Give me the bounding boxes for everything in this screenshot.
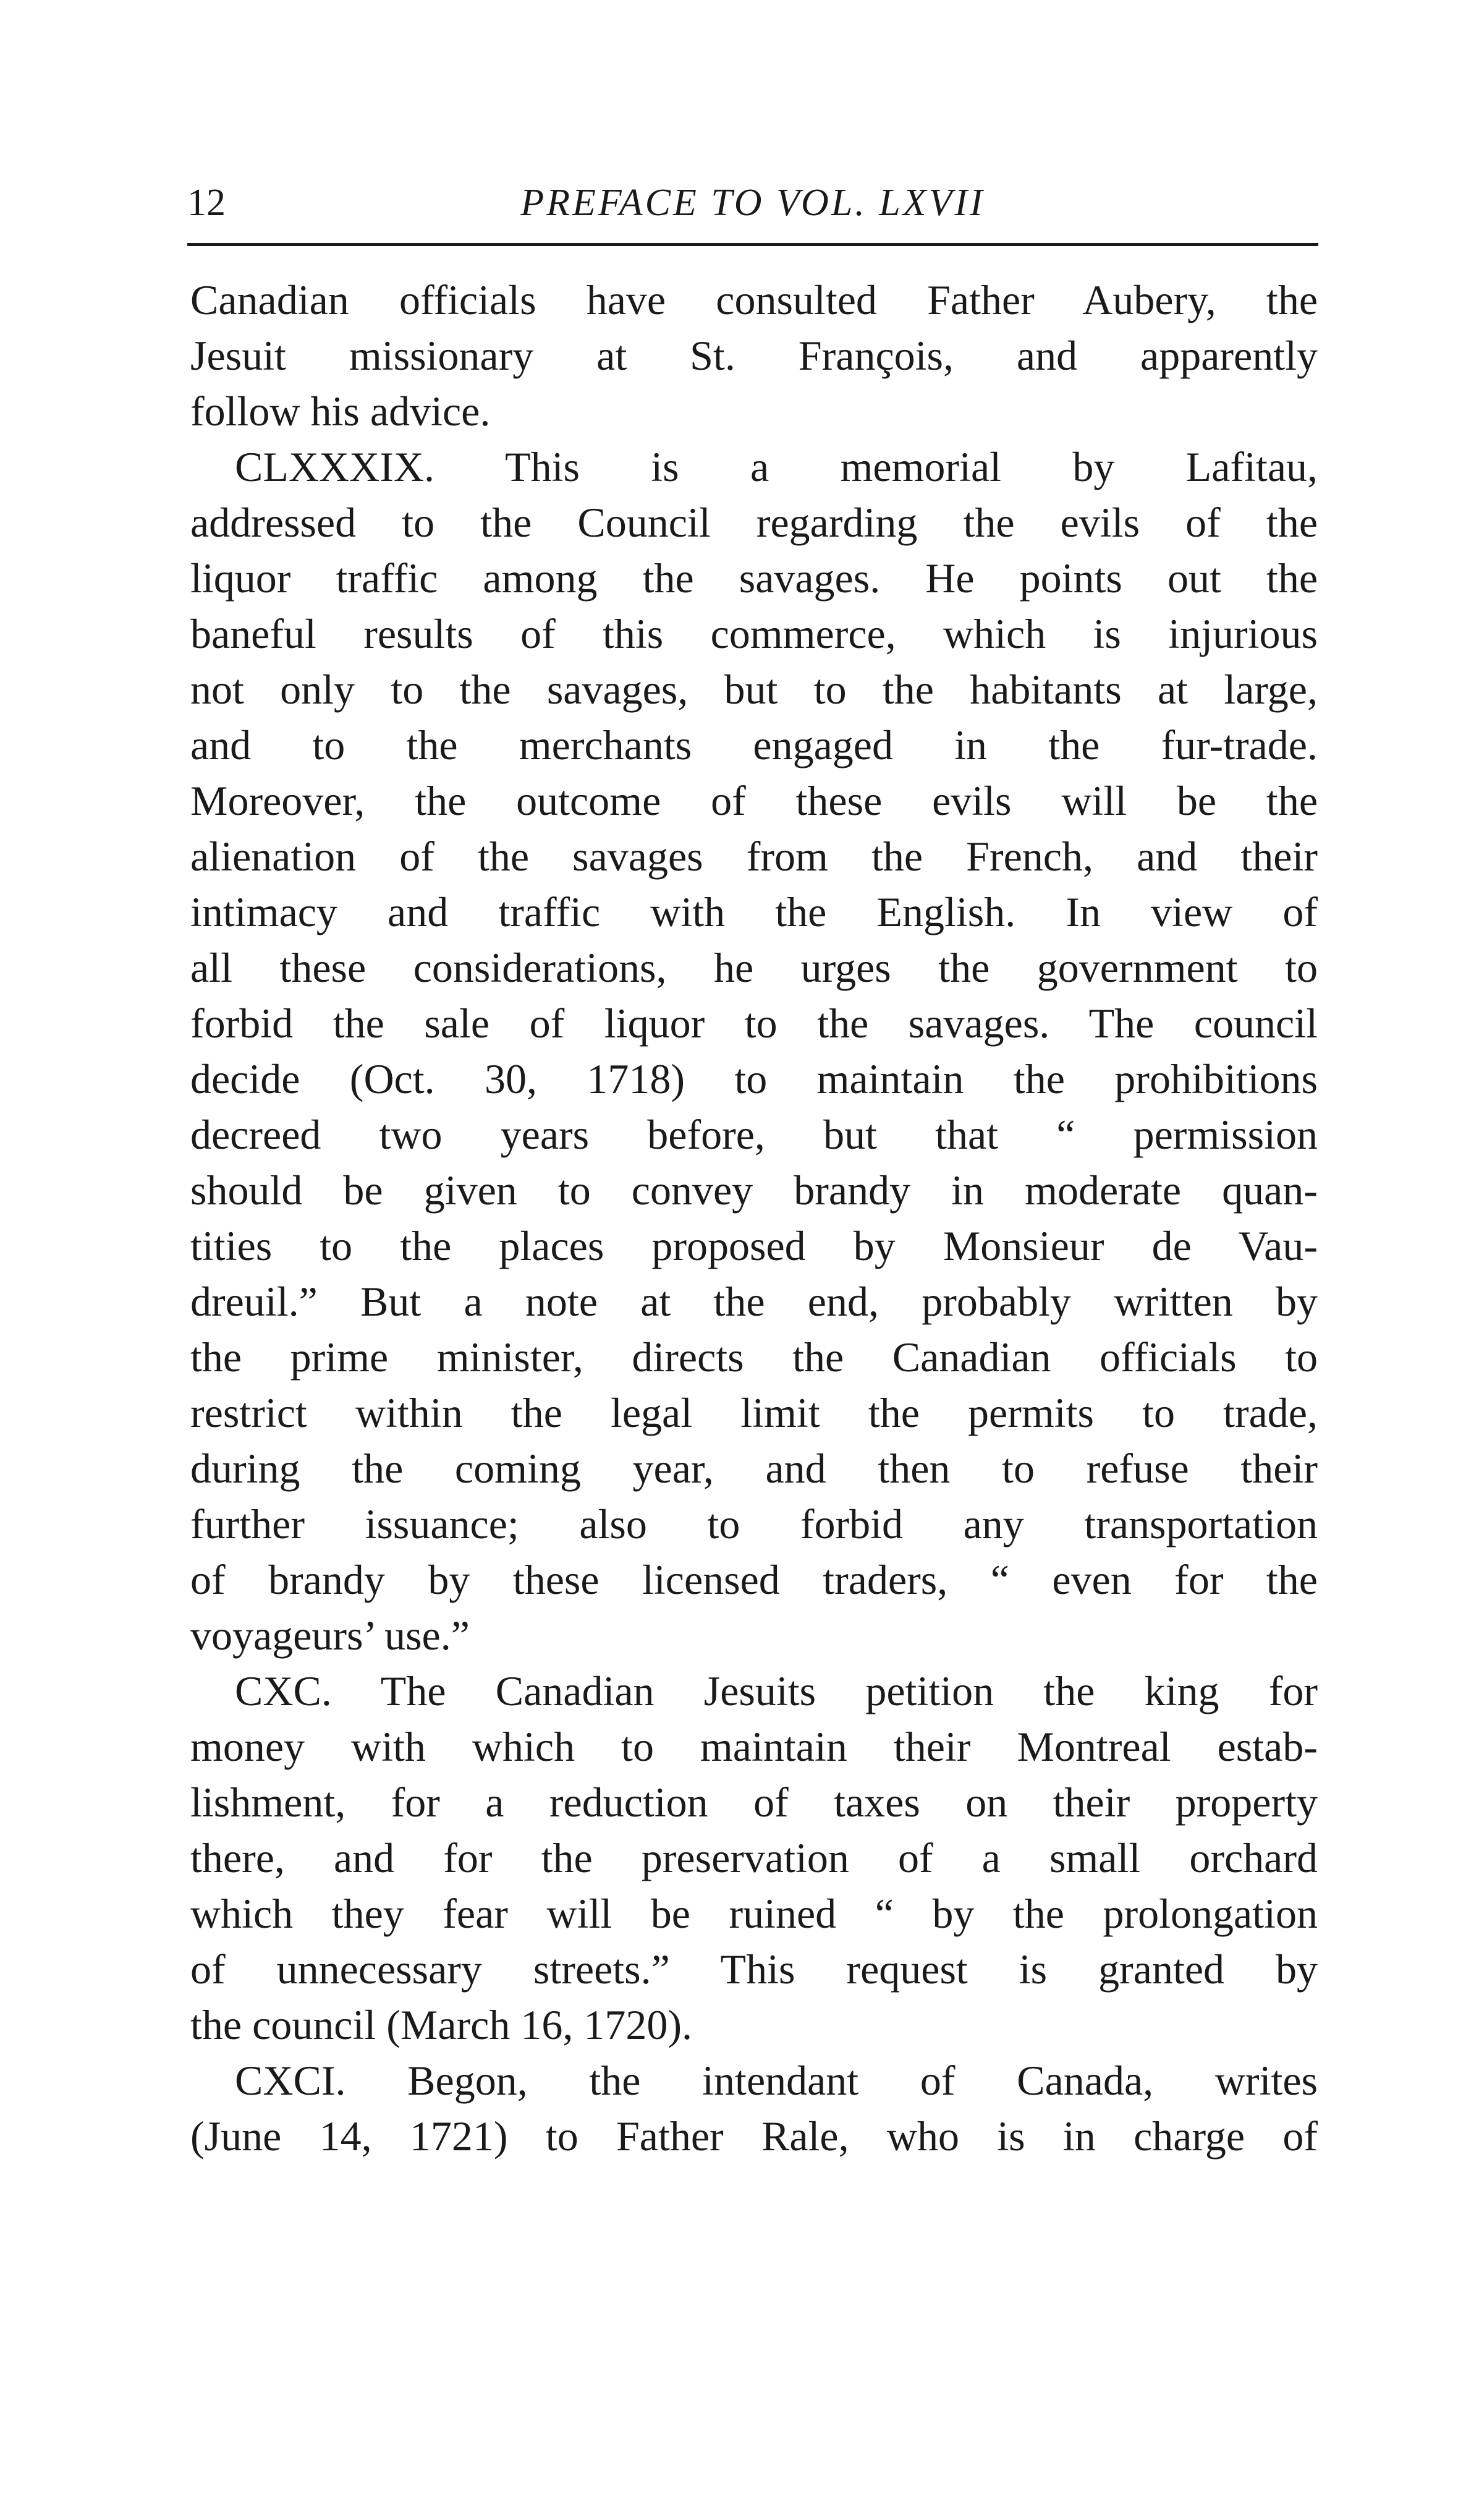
text-line: Moreover, the outcome of these evils will be the xyxy=(190,777,1318,824)
page-number: 12 xyxy=(187,182,226,224)
text-line: baneful results of this commerce, which is injurious xyxy=(190,610,1318,657)
text-line: liquor traffic among the savages. He points out the xyxy=(190,555,1318,602)
text-line: money with which to maintain their Montreal estab- xyxy=(190,1723,1318,1770)
text-line: Canadian officials have consulted Father Aubery, the xyxy=(190,276,1318,323)
text-line: CLXXXIX. This is a memorial by Lafitau, xyxy=(235,443,1318,490)
text-line: forbid the sale of liquor to the savages. The council xyxy=(190,1000,1318,1047)
text-line: lishment, for a reduction of taxes on their property xyxy=(190,1779,1318,1826)
text-line: all these considerations, he urges the government to xyxy=(190,944,1318,991)
text-line: during the coming year, and then to refuse their xyxy=(190,1445,1318,1492)
text-line: which they fear will be ruined “ by the prolongation xyxy=(190,1890,1318,1937)
text-line: Jesuit missionary at St. François, and apparently xyxy=(190,332,1318,379)
paragraph xyxy=(190,1663,1318,2053)
text-line: (June 14, 1721) to Father Rale, who is in charge of xyxy=(190,2113,1318,2160)
text-line: not only to the savages, but to the habitants at large, xyxy=(190,666,1318,713)
text-line: alienation of the savages from the French, and their xyxy=(190,833,1318,880)
text-line: decide (Oct. 30, 1718) to maintain the prohibitions xyxy=(190,1055,1318,1102)
text-line: the prime minister, directs the Canadian officials to xyxy=(190,1334,1318,1381)
text-line: and to the merchants engaged in the fur-trade. xyxy=(190,722,1318,768)
header-rule xyxy=(187,243,1318,246)
text-line: the council (March 16, 1720). xyxy=(190,2001,692,2048)
paragraph xyxy=(190,272,1318,439)
text-line: should be given to convey brandy in moderate quan- xyxy=(190,1167,1318,1214)
text-line: decreed two years before, but that “ permission xyxy=(190,1111,1318,1158)
paragraph xyxy=(190,439,1318,1663)
text-line: dreuil.” But a note at the end, probably written by xyxy=(190,1278,1318,1325)
text-line: CXC. The Canadian Jesuits petition the king for xyxy=(235,1667,1318,1714)
running-head xyxy=(187,178,1318,228)
paragraph xyxy=(190,2053,1318,2164)
text-line: follow his advice. xyxy=(190,388,491,435)
text-line: restrict within the legal limit the permits to trade, xyxy=(190,1389,1318,1436)
text-line: tities to the places proposed by Monsieur de Vau- xyxy=(190,1222,1318,1269)
text-line: further issuance; also to forbid any transportation xyxy=(190,1501,1318,1547)
text-line: of unnecessary streets.” This request is granted by xyxy=(190,1946,1318,1993)
text-line: of brandy by these licensed traders, “ even for the xyxy=(190,1556,1318,1603)
running-title: PREFACE TO VOL. LXVII xyxy=(520,182,985,224)
text-line: intimacy and traffic with the English. In view of xyxy=(190,888,1318,935)
text-line: addressed to the Council regarding the evils of the xyxy=(190,499,1318,546)
text-line: CXCI. Begon, the intendant of Canada, writes xyxy=(235,2057,1318,2104)
text-line: there, and for the preservation of a small orchard xyxy=(190,1834,1318,1881)
body-text xyxy=(190,272,1318,2164)
text-line: voyageurs’ use.” xyxy=(190,1612,470,1659)
